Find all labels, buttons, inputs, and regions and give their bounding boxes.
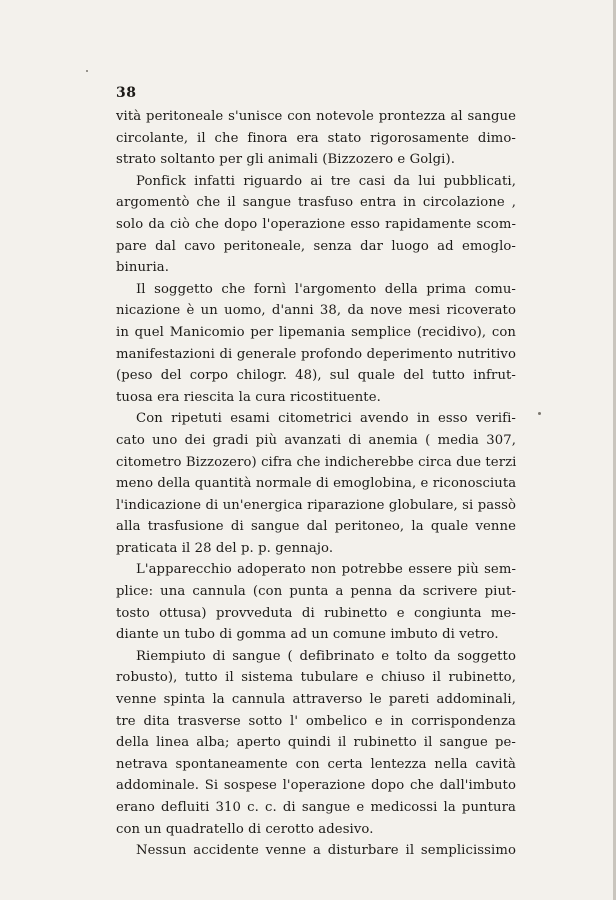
text-line: Riempiuto di sangue ( defibrinato e tolto da soggetto [136, 648, 516, 664]
text-line: robusto), tutto il sistema tubulare e chiuso il rubinetto, [116, 670, 516, 686]
text-line: tosto ottusa) provveduta di rubinetto e congiunta me- [116, 605, 516, 621]
text-line: Con ripetuti esami citometrici avendo in esso verifi- [136, 411, 516, 427]
text-line: diante un tubo di gomma ad un comune imbuto di vetro. [116, 627, 499, 643]
paper-speck [86, 70, 88, 72]
text-line: plice: una cannula (con punta a penna da scrivere piut- [116, 584, 516, 600]
text-line: circolante, il che finora era stato rigorosamente dimo- [116, 130, 516, 146]
text-line: erano defluiti 310 c. c. di sangue e medicossi la puntura [116, 800, 516, 815]
text-line: tre dita trasverse sotto l' ombelico e in corrispondenza [116, 713, 516, 729]
text-line: con un quadratello di cerotto adesivo. [116, 821, 374, 837]
text-line: tuosa era riescita la cura ricostituente. [116, 389, 381, 405]
text-line: pare dal cavo peritoneale, senza dar luogo ad emoglo- [116, 238, 516, 254]
text-line: alla trasfusione di sangue dal peritoneo, la quale venne [116, 519, 516, 535]
text-line: binuria. [116, 260, 170, 276]
text-line: citometro Bizzozero) cifra che indicherebbe circa due terzi [116, 454, 517, 470]
text-line: L'apparecchio adoperato non potrebbe essere più sem- [136, 562, 516, 578]
text-line: venne spinta la cannula attraverso le pareti addominali, [116, 692, 516, 708]
text-line: Il soggetto che fornì l'argomento della prima comu- [136, 281, 516, 297]
text-line: praticata il 28 del p. p. gennajo. [116, 540, 334, 556]
text-line: netrava spontaneamente con certa lentezza nella cavità [116, 756, 516, 772]
text-line: argomentò che il sangue trasfuso entra in circolazione , [116, 195, 516, 211]
text-line: Ponfick infatti riguardo ai tre casi da lui pubblicati, [136, 173, 516, 189]
text-line: Nessun accidente venne a disturbare il semplicissimo [136, 843, 516, 859]
text-line: meno della quantità normale di emoglobina, e riconosciuta [116, 476, 517, 492]
text-line: (peso del corpo chilogr. 48), sul quale del tutto infrut- [116, 368, 516, 384]
paper-speck [538, 412, 541, 415]
text-line: manifestazioni di generale profondo deperimento nutritivo [116, 346, 516, 362]
text-line: della linea alba; aperto quindi il rubinetto il sangue pe- [116, 735, 516, 751]
text-line: l'indicazione di un'energica riparazione globulare, si passò [116, 497, 516, 513]
page-number: 38 [116, 85, 137, 101]
text-line: strato soltanto per gli animali (Bizzozero e Golgi). [116, 152, 456, 168]
text-line: solo da ciò che dopo l'operazione esso rapidamente scom- [116, 216, 516, 232]
text-line: nicazione è un uomo, d'anni 38, da nove mesi ricoverato [116, 303, 516, 319]
body-text [116, 106, 516, 862]
text-line: cato uno dei gradi più avanzati di anemia ( media 307, [116, 432, 516, 448]
text-line: addominale. Si sospese l'operazione dopo che dall'imbuto [116, 778, 516, 794]
text-line: in quel Manicomio per lipemania semplice (recidivo), con [116, 324, 516, 340]
text-line: vità peritoneale s'unisce con notevole prontezza al sangue [116, 109, 516, 124]
